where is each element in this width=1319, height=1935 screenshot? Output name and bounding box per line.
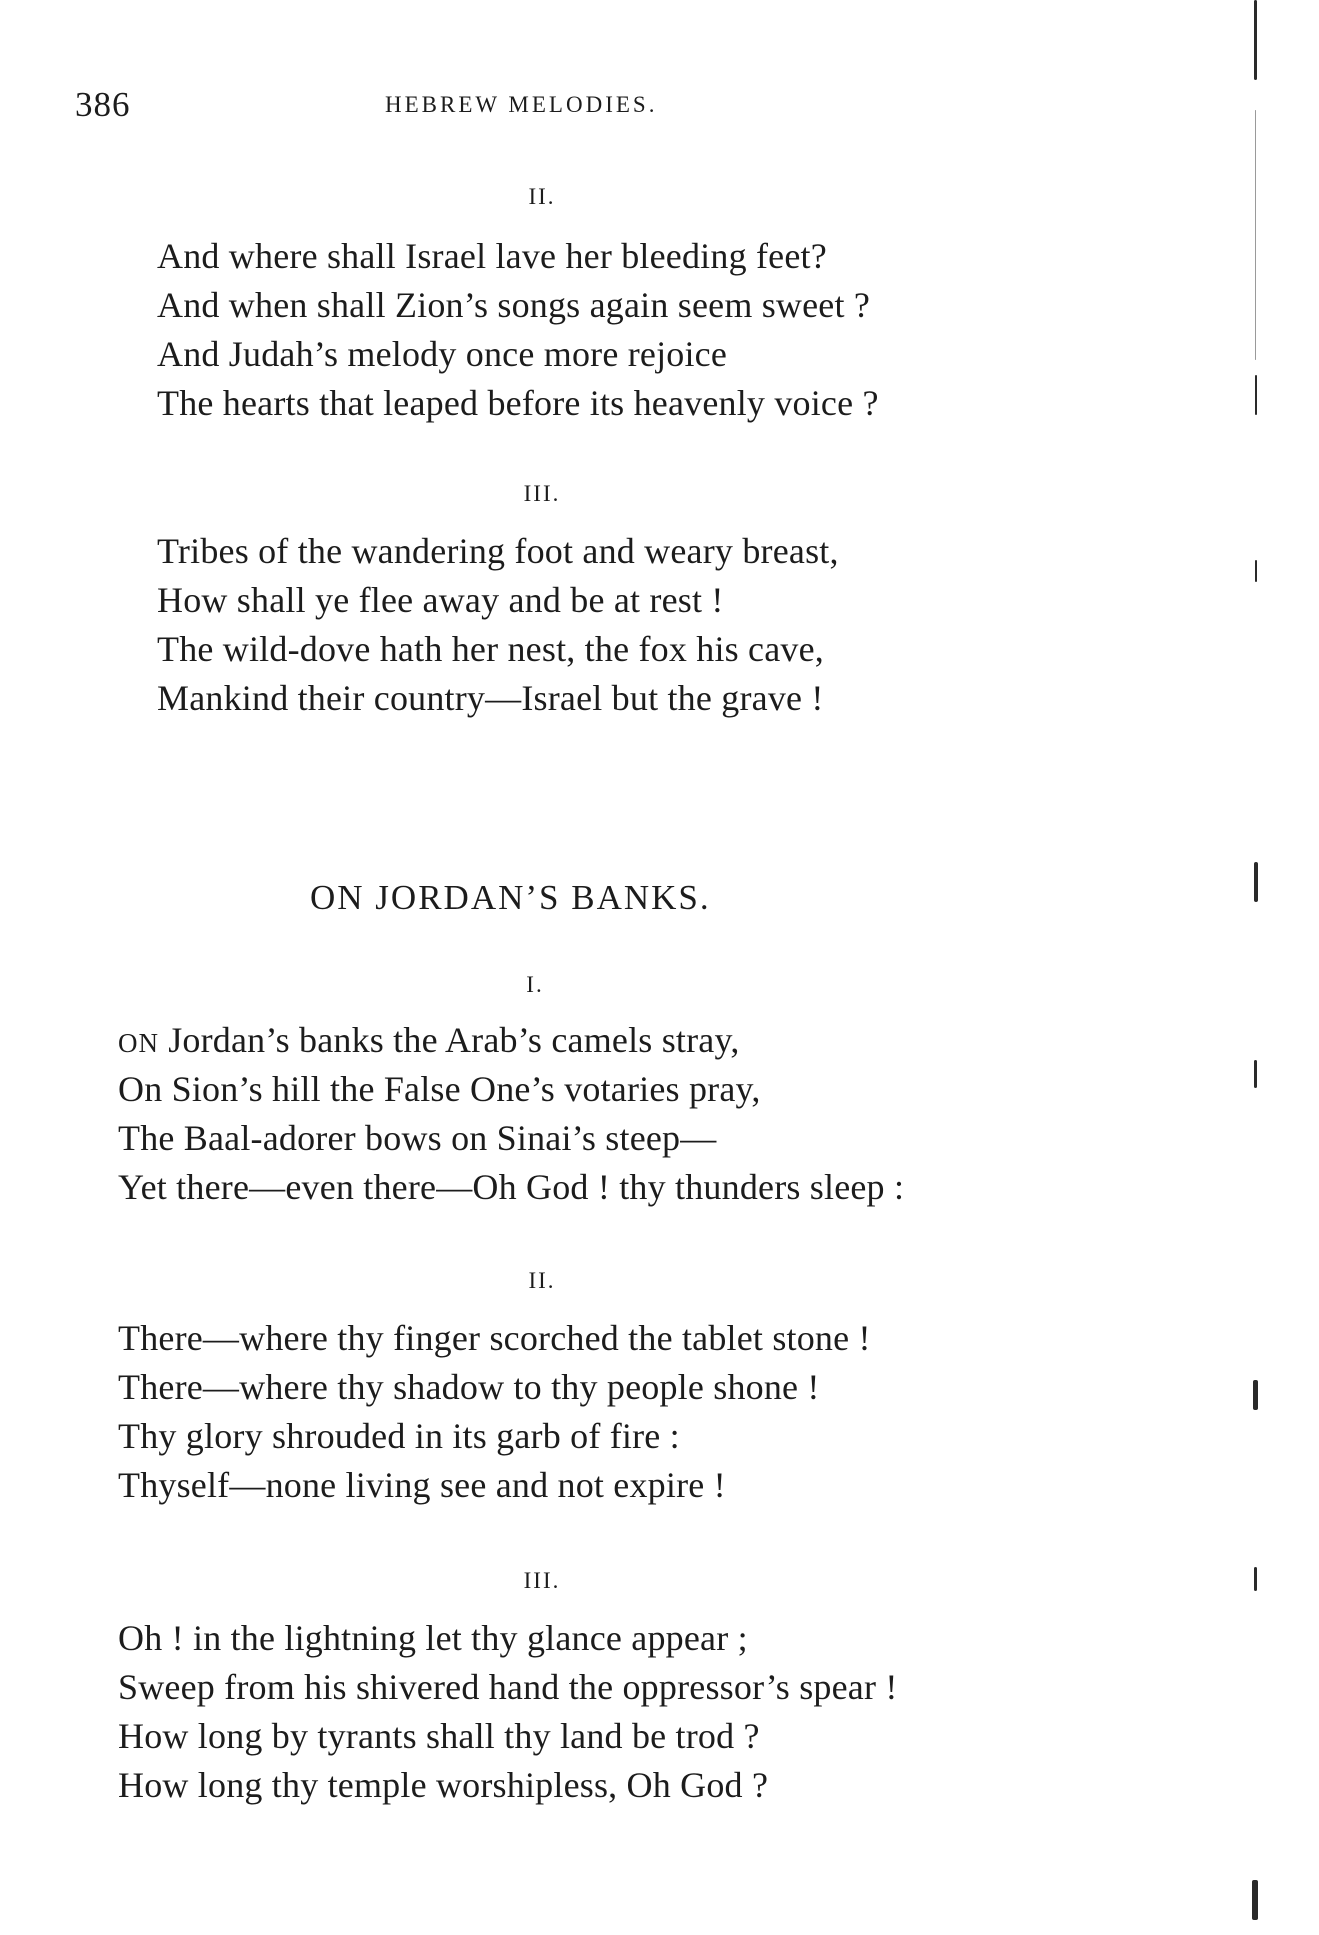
binding-mark <box>1253 1380 1258 1410</box>
stanza <box>157 232 879 428</box>
first-line-text: Jordan’s banks the Arab’s camels stray, <box>159 1020 740 1060</box>
verse-line: And when shall Zion’s songs again seem sweet ? <box>157 285 871 325</box>
verse-line: There—where thy finger scorched the tablet stone ! <box>118 1318 871 1358</box>
verse-line: The Baal-adorer bows on Sinai’s steep— <box>118 1118 717 1158</box>
binding-mark <box>1255 110 1256 360</box>
verse-line: Sweep from his shivered hand the oppressor’s spear ! <box>118 1667 898 1707</box>
verse-line: Thy glory shrouded in its garb of fire : <box>118 1416 680 1456</box>
verse-line: Yet there—even there—Oh God ! thy thunders sleep : <box>118 1167 905 1207</box>
opening-smallcap: ON <box>118 1028 159 1058</box>
verse-line: The hearts that leaped before its heavenly voice ? <box>157 383 879 423</box>
running-head: HEBREW MELODIES. <box>385 92 658 117</box>
binding-mark <box>1254 0 1257 80</box>
verse-line <box>118 1016 904 1065</box>
stanza-numeral: III. <box>523 481 561 506</box>
stanza <box>118 1614 898 1810</box>
verse-line: And Judah’s melody once more rejoice <box>157 334 728 374</box>
stanza <box>157 527 839 723</box>
binding-mark <box>1255 375 1257 415</box>
stanza-numeral: I. <box>526 972 544 997</box>
verse-line: Mankind their country—Israel but the grave ! <box>157 678 824 718</box>
verse-line: Thyself—none living see and not expire ! <box>118 1465 726 1505</box>
poem-title: ON JORDAN’S BANKS. <box>310 878 711 917</box>
stanza-numeral: III. <box>523 1568 561 1593</box>
verse-line: How long thy temple worshipless, Oh God ? <box>118 1765 769 1805</box>
stanza <box>118 1016 904 1212</box>
verse-line: On Sion’s hill the False One’s votaries pray, <box>118 1069 761 1109</box>
verse-line: How long by tyrants shall thy land be trod ? <box>118 1716 760 1756</box>
binding-mark <box>1254 862 1258 902</box>
page-number: 386 <box>75 85 131 124</box>
verse-line: The wild-dove hath her nest, the fox his cave, <box>157 629 824 669</box>
verse-line: Oh ! in the lightning let thy glance appear ; <box>118 1618 748 1658</box>
verse-line: There—where thy shadow to thy people shone ! <box>118 1367 820 1407</box>
binding-mark <box>1254 1567 1257 1591</box>
binding-mark <box>1255 560 1257 582</box>
stanza-numeral: II. <box>528 1268 556 1293</box>
binding-mark <box>1252 1880 1258 1920</box>
stanza-numeral: II. <box>528 184 556 209</box>
stanza <box>118 1314 871 1510</box>
verse-line: How shall ye flee away and be at rest ! <box>157 580 724 620</box>
binding-mark <box>1254 1060 1257 1088</box>
verse-line: Tribes of the wandering foot and weary breast, <box>157 531 839 571</box>
verse-line: And where shall Israel lave her bleeding feet? <box>157 236 827 276</box>
